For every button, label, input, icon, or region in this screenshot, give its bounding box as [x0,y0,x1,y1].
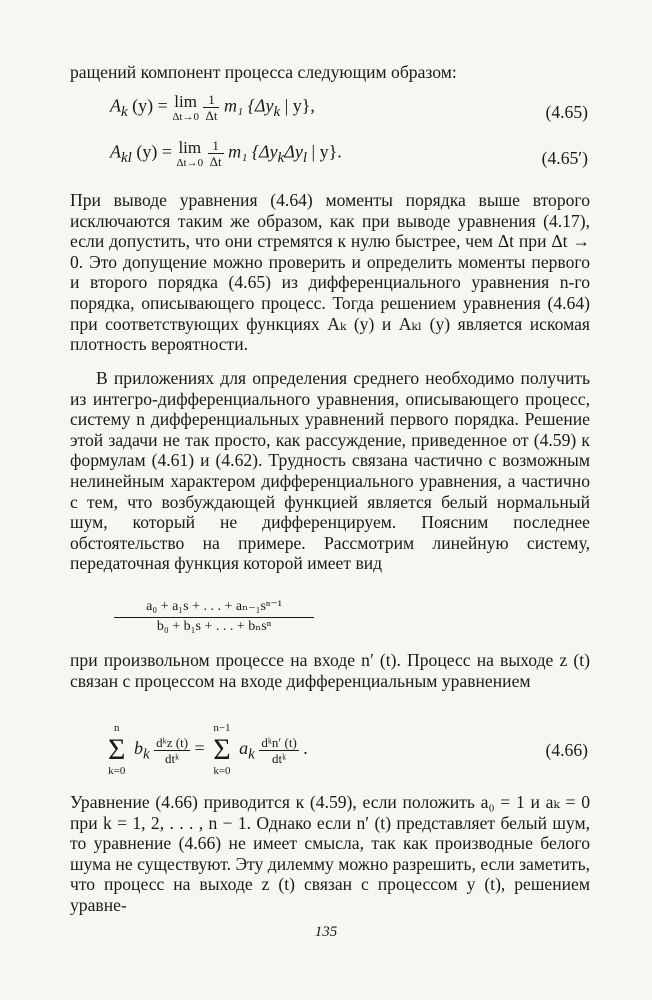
page-number: 135 [314,924,338,940]
text-line-top: ращений компонент процесса следующим образом: [70,62,457,82]
equation-expression: $A_k$ (y) = lim Δt→0 $\frac{1}{\Delta t}$ m₁ {$\Delta y_k$ | y}, [110,91,315,123]
equation-number: (4.65) [545,102,588,122]
fraction: $\frac{1}{\Delta t}$ [205,92,218,123]
equation-4-66 [70,722,590,782]
equation-number: (4.66) [545,740,588,760]
equation-4-65 [70,92,590,132]
equation-expression: $A_{kl}$ (y) = lim Δt→0 $\frac{1}{\Delta t}$ m₁ {$\Delta y_k\Delta y_l$ | y}. [110,137,342,169]
summation: n Σ k=0 [108,722,126,777]
equation-expression: n Σ k=0 $b_k$ $\frac{\text{dᵏz (t)}}{\text{dtᵏ}}$ = n−1 Σ k=0 $a_k$ $\frac{\text{dᵏn′ (t)}}{\text{dtᵏ}}$ . [108,722,308,777]
paragraph-1: При выводе уравнения (4.64) моменты порядка выше второго исключаются таким же образом, как при выводе уравнения (4.17), если допустить, что они стремятся к нулю быстрее, чем Δt при Δt → 0. Это допущение можно проверить и определить моменты первого и второго порядка (4.65) из дифференциального уравнения n-го порядка, описывающего процесс. Тогда решением уравнения (4.64) при соответствующих функциях Aₖ (y) и Aₖₗ (y) является искомая плотность вероятности. [70,190,591,355]
summation: n−1 Σ k=0 [213,722,231,777]
paragraph-2: В приложениях для определения среднего необходимо получить из интегро-дифференциального уравнения, описывающего процесс, систему n дифференциальных уравнений первого порядка. Решение этой задачи не так просто, как рассуждение, приведенное от (4.59) к формулам (4.61) и (4.62). Трудность связана частично с возможным нелинейным характером дифференциального уравнения, а частично с тем, что возбуждающей функцией является белый нормальный шум, который не дифференцируем. Поясним последнее обстоятельство на примере. Рассмотрим линейную систему, передаточная функция которой имеет вид [70,368,590,574]
transfer-denominator: b₀ + b₁s + . . . + bₙsⁿ [156,619,272,634]
transfer-function-fraction [114,598,314,636]
equation-number: (4.65′) [541,148,588,168]
limit-operator: lim Δt→0 [172,91,199,123]
equation-4-65-prime [70,138,590,178]
fraction: $\frac{1}{\Delta t}$ [209,138,222,169]
fraction: $\frac{\text{dᵏn′ (t)}}{\text{dtᵏ}}$ [261,734,297,766]
paragraph-4: Уравнение (4.66) приводится к (4.59), если положить a₀ = 1 и aₖ = 0 при k = 1, 2, . . . , n − 1. Однако если n′ (t) представляет белый шум, то уравнение (4.66) не имеет смысла, так как производные белого шума не существуют. Эту дилемму можно разрешить, если заметить, что процесс на выходе z (t) связан с процессом y (t), решением уравне- [70,792,590,915]
fraction: $\frac{\text{dᵏz (t)}}{\text{dtᵏ}}$ [156,734,189,766]
paragraph-3: при произвольном процессе на входе n′ (t). Процесс на выходе z (t) связан с процессом на входе дифференциальным уравнением [70,650,590,691]
transfer-numerator: a₀ + a₁s + . . . + aₙ₋₁sⁿ⁻¹ [114,598,314,618]
limit-operator: lim Δt→0 [176,137,204,169]
